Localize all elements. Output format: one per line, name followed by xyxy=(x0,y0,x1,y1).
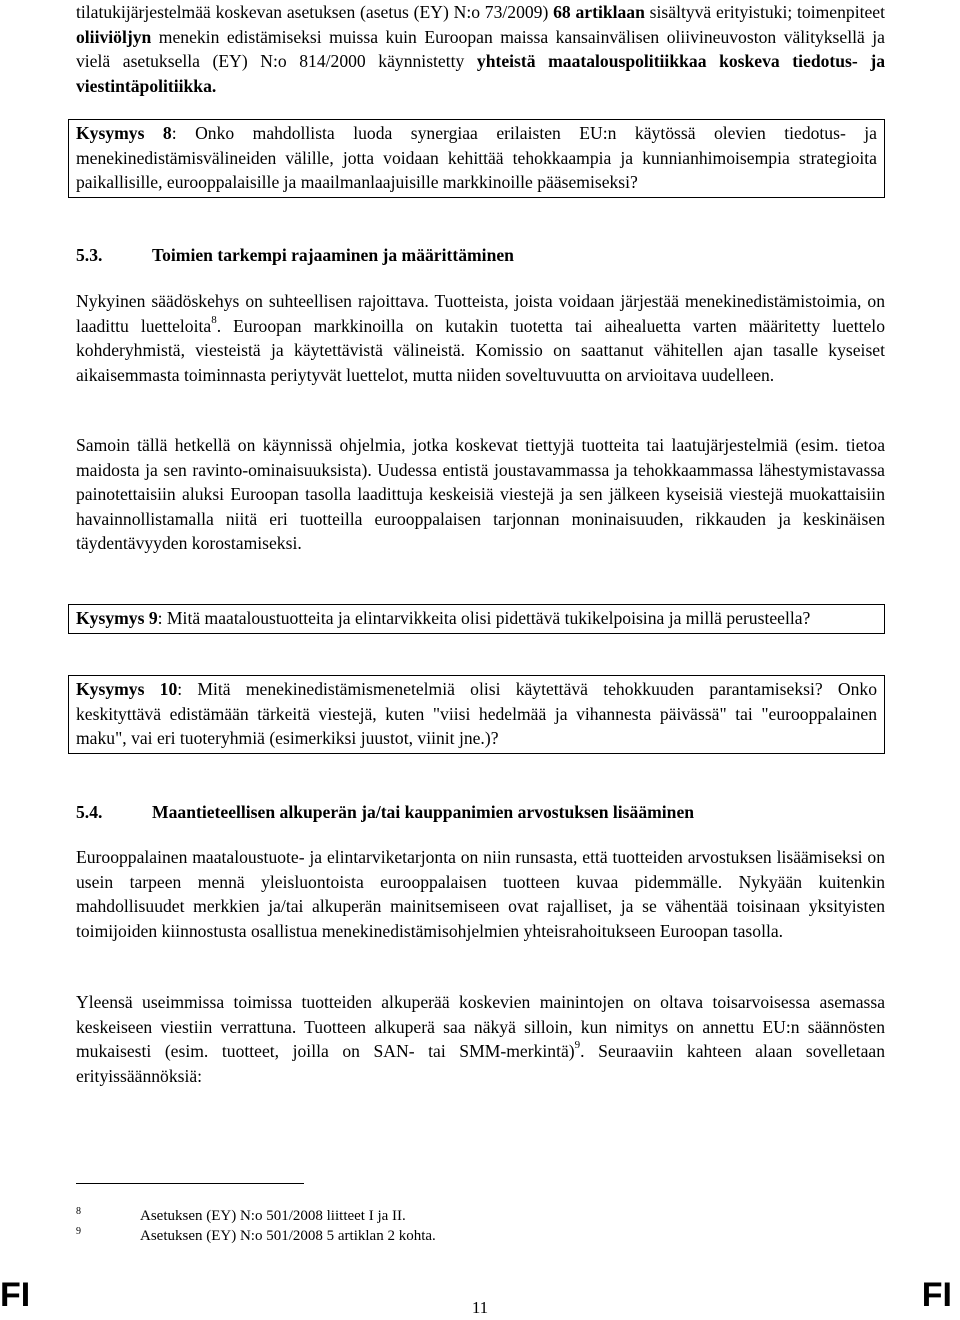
language-code-left: FI xyxy=(0,1276,31,1314)
section-5-4-heading xyxy=(76,800,694,825)
footnote-9-number: 9 xyxy=(76,1226,81,1237)
footnote-ref-9[interactable]: 9 xyxy=(574,1039,581,1052)
footnote-ref-8[interactable]: 8 xyxy=(211,313,217,326)
bold-cap-policy: yhteistä maatalouspolitiikkaa koskeva tiedotus- ja viestintäpolitiikka. xyxy=(76,51,885,96)
section-5-3-paragraph-1: Nykyinen säädöskehys on suhteellisen rajoittava. Tuotteista, joista voidaan järjestää menekinedistämistoimia, on laadittu luetteloita$^8$. Euroopan markkinoilla on kutakin tuotetta tai aihealuetta varten määritetty luettelo kohderyhmistä, viesteistä ja käytettävistä välineistä. Komissio on saattanut vähitellen ajan tasalle kyseiset aikaisemmasta toiminnasta periytyvät luettelot, mutta niiden soveltuvuutta on arvioitava uudelleen. xyxy=(76,291,885,385)
footnote-9-text: Asetuksen (EY) N:o 501/2008 5 artiklan 2 kohta. xyxy=(140,1228,436,1244)
section-5-4-paragraph-1: Eurooppalainen maataloustuote- ja elintarviketarjonta on niin runsasta, että tuotteiden arvostuksen lisäämiseksi on usein tarpeen mennä yleisluontoista eurooppalaisen tuotteen kuvaa pidemmälle. Nykyään kuitenkin mahdollisuudet merkkien ja/tai alkuperän mainitsemiseen ovat rajalliset, ja se vähentää toisinaan yksityisten toimijoiden kiinnostusta osallistua menekinedistämisohjelmien yhteisrahoitukseen Euroopan tasolla. xyxy=(76,847,885,941)
question-8-box xyxy=(68,119,885,198)
section-5-4-paragraph-2: Yleensä useimmissa toimissa tuotteiden alkuperää koskevien mainintojen on oltava toisarvoisessa asemassa keskeiseen viestiin verrattuna. Tuotteen alkuperä saa näkyä silloin, kun nimitys on annettu EU:n säännösten mukaisesti (esim. tuotteet, joilla on SAN- tai SMM-merkintä)$^9$. Seuraaviin kahteen alaan sovelletaan erityissäännöksiä: xyxy=(76,992,886,1086)
question-10 xyxy=(76,677,877,751)
bold-article-ref: 68 artiklaan xyxy=(553,2,645,22)
footnote-8-number: 8 xyxy=(76,1206,81,1217)
question-9-box xyxy=(68,604,885,634)
section-5-3-paragraph-2: Samoin tällä hetkellä on käynnissä ohjelmia, jotka koskevat tiettyjä tuotteita tai laatujärjestelmiä (esim. tietoa maidosta ja sen ravinto-ominaisuuksista). Uudessa entistä joustavammassa ja tehokkaammassa lähestymistavassa painotettaisiin aluksi Euroopan tasolla laadittuja keskeisiä viestejä ja sen jälkeen kyseisiä viestejä muokattaisiin havainnollistamalla niitä eri tuotteilla eurooppalaisen tarjonnan moninaisuuden, rikkauden ja keskinäisen täydentävyyden korostamiseksi. xyxy=(76,435,885,553)
section-5-3-title: Toimien tarkempi rajaaminen ja määrittäminen xyxy=(152,245,514,265)
question-9 xyxy=(76,606,877,631)
section-5-4-number: 5.4. xyxy=(76,802,103,822)
question-8-text: : Onko mahdollista luoda synergiaa erilaisten EU:n käytössä olevien tiedotus- ja menekinedistämisvälineiden välille, jotta voidaan kehittää tehokkaampia ja kunnianhimoisempia strategioita paikallisille, eurooppalaisille ja maailmanlaajuisille markkinoille pääsemiseksi? xyxy=(76,123,877,192)
section-5-4-title: Maantieteellisen alkuperän ja/tai kauppanimien arvostuksen lisääminen xyxy=(152,802,695,822)
question-10-label: Kysymys 10 xyxy=(76,679,178,699)
language-code-right: FI xyxy=(921,1276,952,1314)
question-9-label: Kysymys 9 xyxy=(76,608,158,628)
question-8 xyxy=(76,121,877,195)
section-5-3-number: 5.3. xyxy=(76,245,103,265)
question-8-label: Kysymys 8 xyxy=(76,123,172,143)
intro-paragraph: tilatukijärjestelmää koskevan asetuksen (asetus (EY) N:o 73/2009) 68 artiklaan sisältyvä erityistuki; toimenpiteet oliiviöljyn menekin edistämiseksi muissa kuin Euroopan maissa kansainvälisen oliivineuvoston välityksellä ja vielä asetuksella (EY) N:o 814/2000 käynnistetty yhteistä maatalouspolitiikkaa koskeva tiedotus- ja viestintäpolitiikka. xyxy=(76,2,885,96)
question-10-box xyxy=(68,675,885,754)
section-5-3-heading xyxy=(76,243,514,268)
footnote-8-text: Asetuksen (EY) N:o 501/2008 liitteet I ja II. xyxy=(140,1208,406,1224)
bold-olive-oil: oliiviöljyn xyxy=(76,26,152,47)
footnote-9 xyxy=(76,1226,885,1246)
question-10-text: : Mitä menekinedistämismenetelmiä olisi käytettävä tehokkuuden parantamiseksi? Onko keskityttävä edistämään tärkeitä viestejä, kuten "viisi hedelmää ja vihannesta päivässä" tai "eurooppalainen maku", vai eri tuoteryhmiä (esimerkiksi juustot, viinit jne.)? xyxy=(76,679,877,748)
footnote-8 xyxy=(76,1206,885,1226)
page-number: 11 xyxy=(471,1298,489,1317)
footnote-separator xyxy=(76,1183,304,1184)
question-9-text: : Mitä maataloustuotteita ja elintarvikkeita olisi pidettävä tukikelpoisina ja millä perusteella? xyxy=(157,608,811,628)
